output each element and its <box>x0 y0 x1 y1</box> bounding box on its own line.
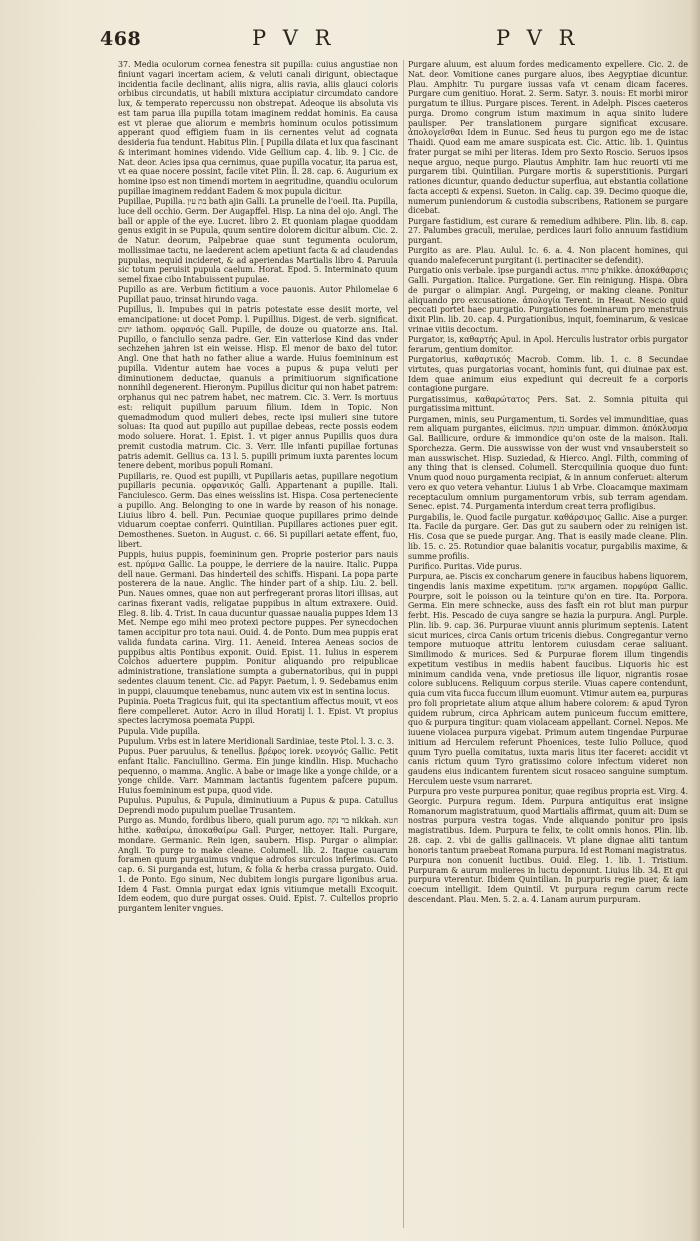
entry-paragraph: Purgare aluum, est aluum fordes medicamento expellere. Cic. 2. de Nat. deor. Vomitione canes purgare aluos, ibes Aegyptiae dicuntur. Plau. Amphitr. Tu purgare iussas vafa vt cenam dicam faceres. Purgare cum genitiuo. Horat. 2. Serm. Satyr. 3. nouis: Et morbi miror purgatum te illius. Purgare pisces. Terent. in Adelph. Pisces caeteros purga. Dromo congrum istum maximum in aqua sinito ludere paulisper. Per translationem purgare significat excusare. ἀπολογεῖσθαι Idem in Eunuc. Sed heus tu purgon ego me de istac Thaidi. Quod eam me amare suspicata est. Cic. Attic. lib. 1. Quintus frater purgat se mihi per literas. Idem pro Sexto Roscio. Seruos ipsos neque arguo, neque purgo. Plautus Amphitr. Iam huc reuorti vti me purgarem tibi. Quintilian. Purgare mortis & superstitionis. Purgari rationes dicuntur, quando deductur superflua, aut ebstantia collatione facta accepti & expensi. Sueton. in Calig. cap. 39. Decimo quoque die, numerum puniendorum & custodia subscribens, Rationem se purgare dicebat. <box>408 60 688 216</box>
entry-paragraph: Pupillus, li. Impubes qui in patris potestate esse desiit morte, vel emancipatione: ut docet Pomp. l. Pupillius. Digest. de verb. significat. יתום iathom. ορφανός Gall. Pupille, de douze ou quatorze ans. Ital. Pupillo, o fanciullo senza padre. Ger. Ein vatterlose Kind das vnder sechzehen jahren ist ein weisse. Hisp. El menor de baxo del tutor. Angl. One that hath no father aliue a warde. Huius foemininum est pupilla. Videntur autem hae voces a pupus & pupa veluti per diminutionem deductae, quanuis a primitiuorum significatione nonnihil degenerent. Hieronym. Pupillus dicitur qui non habet patrem: orphanus qui nec patrem habet, nec matrem. Cic. 3. Verr. Is mortuus est: reliquit pupillum paruum filium. Idem in Topic. Non quemadmodum quod mulieri debes, recte ipsi mulieri sine tutore soluas: Ita quod aut pupillo aut pupillae debeas, recte possis eodem modo soluere. Horat. 1. Epist. 1. vt piger annus Pupillis quos dura premit custodia matrum. Cic. 3. Verr. Ille infanti pupillae fortunas patris ademit. Gellius ca. 13 l. 5. pupilli primum iuxta parentes locum tenere debent, moribus populi Romani. <box>118 305 398 471</box>
entry-paragraph: Purpura non conuenit luctibus. Ouid. Eleg. 1. lib. 1. Tristium. Purpuram & aurum mulieres in luctu deponunt. Liuius lib. 34. Et qui purpura vterentur. Ibidem Quintilian. In purpuris regie puer, & iam coecum intelligit. Idem Quintil. Vt purpura regum carum recte descendant. Plau. Men. 5. 2. a. 4. Lanam aurum purpuram. <box>408 855 688 904</box>
entry-paragraph: Pupillaris, re. Quod est pupilli, vt Pupillaris aetas, pupillare negotium pupillaris pecunia. ορφανικός Galli. Appartenant a pupille. Itali. Fanciulesco. Germ. Das eines weisslins ist. Hispa. Cosa perteneciente a pupillo. Ang. Belonging to one in warde by reason of his nonage. Liuius libro 4. bell. Pun. Pecuniae quoque pupillares primo deinde viduarum coeptae conferri. Quintilian. Pupillares actiones puer egit. Demosthenes. Sueton. in August. c. 66. Si pupillari aetate effent, fuo, libert. <box>118 471 398 549</box>
entry-paragraph: Pupula. Vide pupilla. <box>118 726 201 736</box>
entry-paragraph: 37. Media oculorum cornea fenestra sit pupilla: cuius angustiae non finiunt vagari incertam aciem, & veluti canali dirigunt, obiectaque incidentia facile declinant, aliis nigra, aliis ravia, aliis glauci coloris orbibus circundatis, ut habili mixtura accipiatur circumdato candore lux, & temperato repercussu non obstrepat. Adeoque iis absoluta vis est tam parua illa pupilla totam imaginem reddat hominis. Ea causa est vt plerae que aliorum e membris hominum oculos potissimum apperant quod effigiem fuam in iis cernentes velut ad cognata desideria fua tendunt. Habitus Plin. [ Pupilla dilata et lux qua fascinant & interimant homines videndo. Vide Gellium cap. 4. lib. 9. ] Cic. de Nat. deor. Acies ipsa qua cernimus, quae pupilla vocatur, ita parua est, vt ea quae nocere possint, facile vitet Plin. ll. 28. cap. 6. Augurium ex homine ipso est non timendi mortem in aegritudine, quandiu oculorum pupillae imaginem reddant Eadem & mox pupula dicitur. <box>118 60 398 196</box>
page-header <box>0 22 700 58</box>
entry-paragraph: Purgatissimus, καθαρώτατος Pers. Sat. 2. Somnia pituita qui purgatissima mittunt. <box>408 394 688 414</box>
entry-paragraph: Purgare fastidium, est curare & remedium adhibere. Plin. lib. 8. cap. 27. Palumbes graculi, merulae, perdices lauri folio annuum fastidium purgant. <box>408 216 688 245</box>
column-divider <box>403 60 404 1228</box>
entry-paragraph: Pupulum. Vrbs est in latere Meridionali Sardiniae, teste Ptol. l. 3. c. 3. <box>118 736 394 746</box>
entry-paragraph: Pupillo as are. Verbum fictitium a voce pauonis. Autor Philomelae 6 Pupillat pauo, trinsat hirundo vaga. <box>118 285 398 304</box>
entry-paragraph: Purifico. Puritas. Vide purus. <box>408 561 522 571</box>
entry-paragraph: Purgatorius, καθαρτικός Macrob. Comm. lib. 1. c. 8 Secundae virtutes, quas purgatorias vocant, hominis funt, qui diuinae pax est. Idem quae animum eius expediunt qui decreuit fe a corporis contagione purgare. <box>408 355 688 394</box>
page-number: 468 <box>100 28 142 50</box>
entry-paragraph: Purpura pro veste purpurea ponitur, quae regibus propria est. Virg. 4. Georgic. Purpura regum. Idem. Purpura antiquitus erat insigne Romanorum magistratuum, quod Martialis affirmat, quum ait: Dum se nostras purpura vestra togas. Vnde aliquando ponitur pro ipsis magistratibus. Idem. Purpura te felix, te colit omnis honos. Plin. lib. 28. cap. 2. vbi de gallis gallinaceis. Vt plane dignae aliti tantum honoris tantum praebeat Romana purpura. Id est Romani magistratus. <box>408 787 688 855</box>
entry-paragraph: Pupinia. Poeta Tragicus fuit, qui ita spectantium affectus mouit, vt eos flere compelleret. Autor. Acro in illud Horatij l. 1. Epist. Vt propius spectes lacrymosa poemata Puppi. <box>118 696 398 726</box>
entry-paragraph: Purgatio onis verbale. ipse purgandi actus. טהרה p'nikke. ἀποκάθαρσις Galli. Purgation. Italice. Purgatione. Ger. Ein reinigung. Hispa. Obra de purgar o alimpiar. Angl. Purgeing, or making cleane. Ponitur aliquando pro excusatione. ἀπολογία Terent. in Heaut. Nescio quid peccati portet haec purgatio. Purgationes foeminarum pro menstruis dixit Plin. lib. 20. cap. 4. Purgationibus, inquit, foeminarum, & vesicae vrinae vitiis decoctum. <box>408 266 688 334</box>
entry-paragraph: Purgito as are. Plau. Aulul. Ic. 6. a. 4. Non placent homines, qui quando malefecerunt purgitant (i. pertinaciter se defendit). <box>408 246 688 265</box>
entry-paragraph: Purgator, is, καθαρτής Apul. in Apol. Herculis lustrator orbis purgator ferarum, gentium domitor. <box>408 335 688 354</box>
left-column <box>118 60 398 1228</box>
entry-paragraph: Pupus. Puer paruulus, & tenellus. βρέφος iorek. νεογνός Gallic. Petit enfant Italic. Fanciullino. Germa. Ein junge kindlin. Hisp. Muchacho pequenno, o mamma. Anglic. A babe or image like a yonge childe, or a yonge childe. Varr. Mammam lactantis fugentem pafcere pupum. Huius foemininum est pupa, quod vide. <box>118 747 398 795</box>
right-column <box>408 60 688 1228</box>
running-head-right: P V R <box>496 26 580 50</box>
binding-shadow <box>690 0 700 1241</box>
entry-paragraph: Puppis, huius puppis, foemininum gen. Proprie posterior pars nauis est. πρύμνα Gallic. La pouppe, le derriere de la nauire. Italic. Puppa dell naue. Germani. Das hinderteil des schiffs. Hispani. La popa parte posterera de la naue. Anglic. The hinder part of a ship. Liu. 2. bell. Pun. Naues omnes, quae non aut perfregerant proras litori illisas, aut carinas fixerant vadis, religatae puppibus in altum extraxere. Ouid. Eleg. 8. lib. 4. Trist. In caua ducuntur quassae naualia puppes Idem 13 Met. Nempe ego mihi meo protexi pectore puppes. Per synecdochen tamen accipitur pro tota naui. Ouid. 4. de Ponto. Dum mea puppis erat valida fundata carina. Virg. 11. Aeneid. Interea Aeneas socios de puppibus altis Pontibus exponit. Ouid. Epist. 11. Iulius in esperem Colchos aduertere puppim. Ponitur aliquando pro reipublicae administratione, translatione sumpta a gubernatoribus, qui in puppi sedentes clauum tenent. Cic. ad Papyr. Paetum, l. 9. Sedebamus enim in puppi, clauumque tenebamus, nunc autem vix est in sentina locus. <box>118 550 398 696</box>
entry-paragraph: Pupillae, Pupilla. בת עין bath ajin Galli. La prunelle de l'oeil. Ita. Pupilla, luce dell occhio. Germ. Der Augapffel. Hisp. La nina del ojo. Angl. The ball or apple of the eye. Lucret. libro 2. Et quoniam plagae quoddam genus exigit in se Pupula, quum sentire dolorem dicitur album. Cic. 2. de Natur. deorum, Palpebrae quae sunt tegumenta oculorum, mollissimae tactu, ne laederent aciem apetiunt facta & ad claudendas pupulas, nequid incideret, & ad aperiendas Martialis libro 4. Paruula sic totum peruisit pupula caelum. Horat. Epod. 5. Interminato quum semel fixae cibo Intabuissent pupulae. <box>118 197 398 284</box>
entry-paragraph: Purgamen, minis, seu Purgamentum, ti. Sordes vel immunditiae, quas rem aliquam purgantes, eiicimus. מנקה umpuar. dimmon. ἀπόκλυσμα Gal. Baillicure, ordure & immondice qu'on oste de la maison. Itali. Sporchezza. Germ. Die ausswisse von der wust vnd vnsaubersteit so man ausswischet. Hisp. Suziedad, & Hierco. Angl. Filth, comming of any thing that is clensed. Columell. Stercquilinia quoque duo funt: Vnum quod nouo purgamenta recipiat, & in annum conferuet: alterum vero ex quo vetera vehantur. Liuius 1 ab Vrbe. Cloacamque maximam receptaculum omnium purgamentorum vrbis, sub terram agendam. Senec. epist. 74. Purgamenta interdum creat terra profligibus. <box>408 414 688 512</box>
running-head-left: P V R <box>252 26 336 50</box>
entry-paragraph: Purpura, ae. Piscis ex concharum genere in faucibus habens liquorem, tingendis lanis maxime expetitum. ארגמן argamen. πορφύρα Gallic. Pourpre, soit le poisson ou la teinture qu'on en tire. Ita. Porpora. Germa. Ein mere schnecke, auss des fasft ein rot blut man purpur ferbt. His. Pescado de cuya sangre se hazia la purpura. Angl. Purple. Plin. lib. 9. cap. 36. Purpurae viuunt annis plurimum septenis. Latent sicut murices, circa Canis ortum tricenis diebus. Congregantur verno tempore mutuoque attritu lentorem cuiusdam cerae saliuant. Similimodo & murices. Sed & Purpurae florem illum tingendis expetitum vestibus in mediis habent faucibus. Liquoris hic est minimum candida vena, vnde pretiosus ille liquor, nigrantis rosae colore sublucens. Reliquum corpus sterile. Viuas capere contendunt, quia cum vita fucca fuccum illum euomunt. Vtimur autem ea, purpuras pro foli proprietate alium atque alium habere colorem: & apud Tyron quidem rubrum, circa Aphricam autem puniceum fuccum emittere, quo & purpura tingitur: quam violaceam appellant. Cornel. Nepos. Me iuuene violacea purpura vigebat. Primum autem tingendae Purpurae initium ad Herculem referunt Phoenices, teste Iulio Polluce, quod quum Tyro puella comitatus, iuxta maris litus iter faceret: accidit vt canis rictum quum Tyro gratissimo colore infectum videret non gaudens eius indicantem furentem sicut rosaceo sanguine sumptum. Herculem ueste vsum narraret. <box>408 572 688 786</box>
entry-paragraph: Purgo as. Mundo, fordibus libero, quali purum ago. בר נקה nikkah. חטא hithe. καθαίρω, ἀποκαθαίρω Gall. Purger, nettoyer. Itali. Purgare, mondare. Germanic. Rein igen, saubern. Hisp. Purgar o alimpiar. Angli. To purge to make cleane. Columell. lib. 2. Itaque cauarum foramen quum purgauimus vndique adrofos surculos inferimus. Cato cap. 6. Si purganda est, lutum, & folia & herba crassa purgato. Ouid. 1. de Ponto. Ego sinum, Nec dubitem longis purgare ligonibus arua. Idem 4 Fast. Omnia purgat edax ignis vitiumque metalli Excoquit. Idem eodem, quo dure purgat osses. Ouid. Epist. 7. Cultellos proprio purgantem leniter vngues. <box>118 816 398 913</box>
entry-paragraph: Purgabilis, le. Quod facile purgatur. καθάρσιμος Gallic. Aise a purger. Ita. Facile da purgare. Ger. Das gut zu saubern oder zu reinigen ist. His. Cosa que se puede purgar. Ang. That is easily made cleane. Plin. lib. 15. c. 25. Rotundior quae balanitis vocatur, purgabilis maxime, & summe profilis. <box>408 512 688 561</box>
entry-paragraph: Pupulus. Pupulus, & Pupula, diminutiuum a Pupus & pupa. Catullus Deprendi modo pupulum puellae Trusantem. <box>118 796 398 815</box>
text-columns <box>118 60 688 1228</box>
